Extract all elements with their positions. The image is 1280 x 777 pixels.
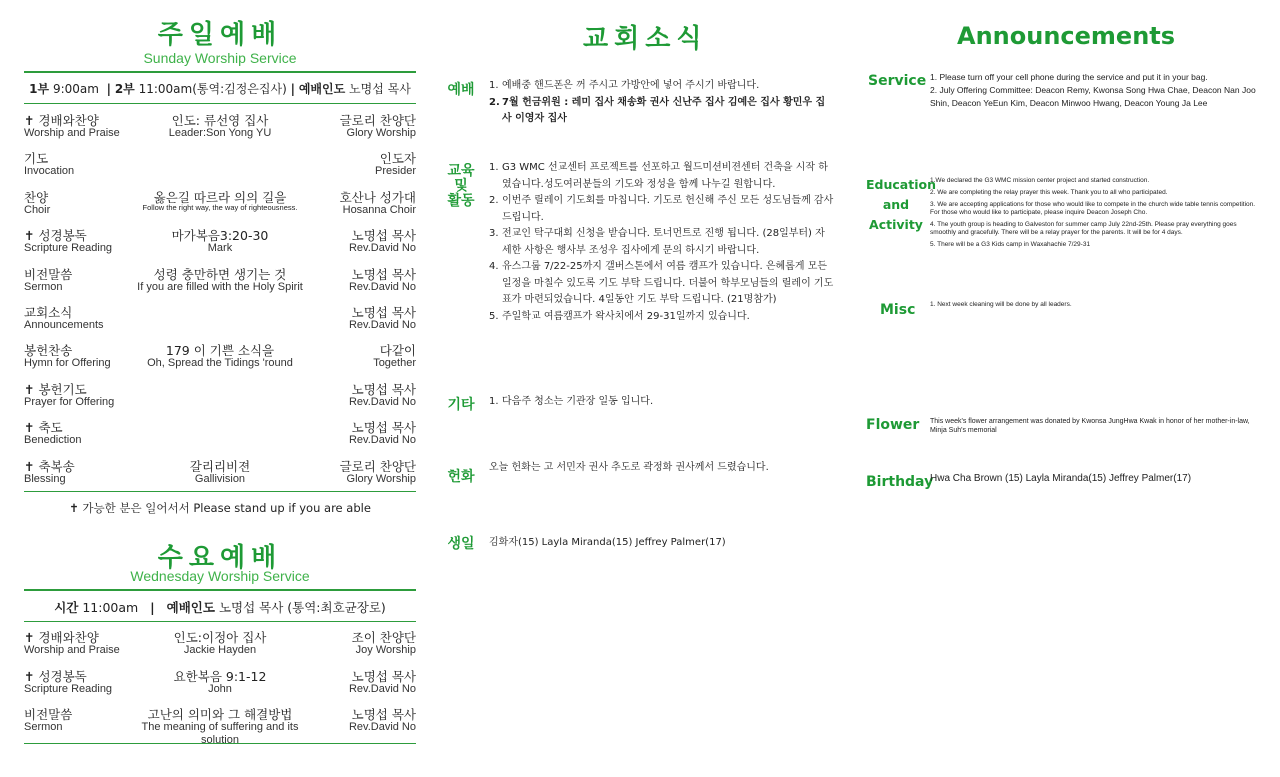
birthday-heading: 생일 xyxy=(447,536,475,552)
order-item-korean: ✝ 축도 xyxy=(24,420,63,436)
list-item: 2. 7월 헌금위원 : 레미 집사 채송화 권사 신난주 집사 김예은 집사 황민우 집사 이영자 집사 xyxy=(489,96,826,124)
list-item: 2. We are completing the relay prayer this week. Thank you to all who participated. xyxy=(930,189,1168,196)
order-presider xyxy=(340,191,416,217)
order-row xyxy=(24,383,416,417)
order-detail xyxy=(124,114,316,140)
order-item-korean: ✝ 성경봉독 xyxy=(24,228,87,244)
order-row xyxy=(24,191,416,225)
leader-label: 예배인도 xyxy=(166,600,215,615)
order-row xyxy=(24,460,416,494)
order-item xyxy=(24,152,74,178)
detail-korean: 옳은길 따르라 의의 길을 xyxy=(153,189,287,205)
presider-english: Rev.David No xyxy=(348,682,416,695)
presider-korean: 조이 찬양단 xyxy=(351,630,416,645)
order-item-korean: ✝ 봉헌기도 xyxy=(24,381,87,397)
order-item-korean: ✝ 경배와찬양 xyxy=(24,113,99,128)
church-news-title: 교회소식 xyxy=(583,24,708,54)
misc-heading: Misc xyxy=(880,302,916,318)
detail-korean: 마가복음3:20-30 xyxy=(171,228,269,244)
order-item xyxy=(24,191,50,217)
order-row xyxy=(24,114,416,148)
presider-korean: 글로리 찬양단 xyxy=(339,113,416,128)
presider-korean: 노명섭 목사 xyxy=(351,707,416,722)
order-item xyxy=(24,670,112,696)
stand-note: ✝ 가능한 분은 일어서서 Please stand up if you are able xyxy=(69,501,371,515)
wednesday-schedule: 시간 11:00am | 예배인도 노명섭 목사 (통역:최호균장로) xyxy=(54,600,386,615)
list-item: 3. We are accepting applications for those who would like to compete in the church wide table tennis competition. For those who would like to participate, please inquire Deacon Joseph Cho. xyxy=(930,201,1256,216)
presider-english: Rev.David No xyxy=(348,434,416,447)
order-item-english: Sermon xyxy=(24,280,63,293)
order-item-korean: 봉헌찬송 xyxy=(24,343,73,359)
list-item: 4. 유스그룹 7/22-25까지 갤버스톤에서 여름 캠프가 있습니다. 은혜롭게 모든 일정을 마칠수 있도록 기도 부탁 드립니다. 더불어 학부모님들의 릴레이 기도표가 마련되었습니다. 4일동안 기도 부탁 드립니다. (21명참가) xyxy=(489,261,834,305)
order-presider xyxy=(373,344,416,370)
list-item: 3. 전교인 탁구대회 신청을 받습니다. 토너먼트로 진행 됩니다. (28일부터) 자세한 사항은 행사부 조성우 집사에게 문의 하시기 바랍니다. xyxy=(489,228,825,256)
order-item-korean: 교회소식 xyxy=(24,305,73,320)
order-row xyxy=(24,152,416,186)
order-detail xyxy=(124,268,316,294)
education-list xyxy=(930,177,1256,253)
worship-list xyxy=(489,78,834,128)
list-item: 4. The youth group is heading to Galveston for summer camp July 22nd-25th. Please pray everything goes smoothly and gracefully. There will be a relay prayer for the parents. It will be for 4 days. xyxy=(930,221,1237,236)
order-item xyxy=(24,114,120,140)
order-item-korean: 비전말씀 xyxy=(24,266,73,282)
presider-korean: 인도자 xyxy=(379,151,416,167)
divider xyxy=(24,71,416,73)
detail-korean: 인도: 류선영 집사 xyxy=(171,113,269,128)
order-item-korean: 기도 xyxy=(24,151,49,167)
presider-korean: 노명섭 목사 xyxy=(351,305,416,320)
order-item xyxy=(24,708,72,734)
second-service-time: 11:00am(통역:김정은집사) xyxy=(138,82,287,96)
service-heading: Service xyxy=(868,73,927,89)
service-item: 2. July Offering Committee: Deacon Remy, Kwonsa Song Hwa Chae, Deacon Nan Joo Shin, Deacon YeEun Kim, Deacon Minwoo Hwang, Deacon Young Ja Lee xyxy=(930,85,1256,108)
order-presider xyxy=(349,268,416,294)
education-heading: Education and Activity xyxy=(866,177,936,232)
wednesday-subtitle: Wednesday Worship Service xyxy=(130,568,310,584)
order-item-english: Hymn for Offering xyxy=(24,357,111,370)
detail-english: John xyxy=(208,682,232,695)
service-item: 1. Please turn off your cell phone during the service and put it in your bag. xyxy=(930,72,1208,82)
detail-english: Oh, Spread the Tidings 'round xyxy=(147,357,293,370)
order-presider xyxy=(340,460,416,486)
wednesday-title: 수요예배 xyxy=(157,543,283,573)
presider-english: Rev.David No xyxy=(348,280,416,293)
education-list xyxy=(489,160,834,325)
order-item xyxy=(24,229,112,255)
sunday-schedule: 1부 9:00am | 2부 11:00am(통역:김정은집사) | 예배인도 노명섭 목사 xyxy=(29,82,411,96)
order-item-english: Scripture Reading xyxy=(24,242,113,255)
list-item: 1.We declared the G3 WMC mission center project and started construction. xyxy=(930,177,1150,184)
order-detail xyxy=(124,708,316,747)
second-service-label: 2부 xyxy=(114,82,135,96)
order-row xyxy=(24,670,416,704)
announcements-title: Announcements xyxy=(957,22,1176,50)
list-item: 1. 다음주 청소는 기관장 일동 입니다. xyxy=(489,396,654,407)
order-item-english: Benediction xyxy=(24,434,82,447)
flower-heading: Flower xyxy=(866,417,920,433)
first-service-time: 9:00am xyxy=(52,82,99,96)
sunday-title: 주일예배 xyxy=(157,20,283,50)
birthday-text: Hwa Cha Brown (15) Layla Miranda(15) Jeffrey Palmer(17) xyxy=(930,473,1192,484)
order-row xyxy=(24,306,416,340)
leader-name: 노명섭 목사 xyxy=(218,600,284,615)
order-detail xyxy=(124,631,316,657)
presider-english: Rev.David No xyxy=(348,395,416,408)
order-item xyxy=(24,306,104,332)
list-item: 1. G3 WMC 선교센터 프로젝트를 선포하고 월드미션비젼센터 건축을 시작 하였습니다.성도여러분들의 기도와 정성을 함께 나누길 원합니다. xyxy=(489,162,828,190)
order-row xyxy=(24,268,416,302)
order-item-korean: 찬양 xyxy=(24,189,49,205)
divider xyxy=(24,743,416,744)
detail-korean: 고난의 의미와 그 해결방법 xyxy=(147,707,293,722)
divider xyxy=(24,103,416,104)
presider-korean: 노명섭 목사 xyxy=(351,668,416,684)
detail-english: Follow the right way, the way of righteousness. xyxy=(142,202,298,212)
presider-english: Rev.David No xyxy=(348,319,416,331)
presider-korean: 노명섭 목사 xyxy=(351,420,416,436)
order-row xyxy=(24,421,416,455)
order-item xyxy=(24,631,120,657)
interpreter: (통역:최호균장로) xyxy=(287,600,386,615)
leader-name: 노명섭 목사 xyxy=(349,82,411,96)
detail-english: Gallivision xyxy=(194,472,246,485)
detail-korean: 갈리리비젼 xyxy=(189,458,251,474)
order-presider xyxy=(349,306,416,332)
order-item xyxy=(24,421,82,447)
order-item-english: Worship and Praise xyxy=(24,127,120,139)
presider-korean: 다같이 xyxy=(379,343,416,359)
order-row xyxy=(24,707,416,746)
detail-english: Mark xyxy=(207,242,233,255)
list-item: 5. 주일학교 여름캠프가 왁사치에서 29-31일까지 있습니다. xyxy=(489,310,750,322)
sunday-subtitle: Sunday Worship Service xyxy=(143,50,297,66)
order-item-korean: 비전말씀 xyxy=(24,707,73,722)
presider-korean: 글로리 찬양단 xyxy=(339,458,416,474)
presider-english: Glory Worship xyxy=(346,472,416,485)
order-item-english: Choir xyxy=(24,203,51,216)
detail-korean: 성령 충만하면 생기는 것 xyxy=(153,266,287,282)
order-item xyxy=(24,268,72,294)
presider-english: Presider xyxy=(375,165,416,178)
list-item: 1. 예배중 핸드폰은 꺼 주시고 가방안에 넣어 주시기 바랍니다. xyxy=(489,80,760,91)
presider-english: Hosanna Choir xyxy=(342,203,416,216)
order-item xyxy=(24,460,75,486)
order-presider xyxy=(352,631,416,657)
order-row xyxy=(24,229,416,263)
order-presider xyxy=(349,708,416,734)
divider xyxy=(24,491,416,492)
order-presider xyxy=(340,114,416,140)
list-item: 2. 이번주 릴레이 기도회를 마칩니다. 기도로 헌신해 주신 모든 성도님들께 감사드립니다. xyxy=(489,195,834,223)
detail-english: If you are filled with the Holy Spirit xyxy=(137,280,303,293)
list-item: 5. There will be a G3 Kids camp in Waxahachie 7/29-31 xyxy=(930,241,1091,248)
time-value: 11:00am xyxy=(82,600,139,615)
divider xyxy=(24,589,416,591)
detail-korean: 요한복음 9:1-12 xyxy=(173,668,267,684)
order-presider xyxy=(349,383,416,409)
etc-heading: 기타 xyxy=(447,397,475,413)
detail-english: The meaning of suffering and its solution xyxy=(141,721,299,746)
divider xyxy=(24,621,416,622)
presider-english: Rev.David No xyxy=(348,721,416,733)
detail-korean: 인도:이정아 집사 xyxy=(173,630,267,645)
first-service-label: 1부 xyxy=(29,82,50,96)
flower-heading: 헌화 xyxy=(447,469,475,485)
presider-korean: 노명섭 목사 xyxy=(351,266,416,282)
order-item-english: Scripture Reading xyxy=(24,682,113,695)
order-presider xyxy=(349,421,416,447)
leader-label: 예배인도 xyxy=(298,82,346,96)
order-item xyxy=(24,383,114,409)
order-item-english: Announcements xyxy=(24,319,104,331)
order-item-korean: ✝ 축복송 xyxy=(24,458,75,474)
order-presider xyxy=(375,152,416,178)
presider-english: Joy Worship xyxy=(355,644,416,656)
flower-text: This week's flower arrangement was donated by Kwonsa JungHwa Kwak in honor of her mother-in-law, Minja Suh's memorial xyxy=(930,418,1250,434)
etc-list xyxy=(489,394,834,411)
presider-english: Together xyxy=(373,357,416,370)
presider-english: Glory Worship xyxy=(346,127,416,139)
order-detail xyxy=(124,670,316,696)
order-item-english: Prayer for Offering xyxy=(24,395,115,408)
presider-korean: 노명섭 목사 xyxy=(351,381,416,397)
presider-english: Rev.David No xyxy=(348,242,416,255)
detail-korean: 179 이 기쁜 소식을 xyxy=(165,343,275,359)
order-row xyxy=(24,631,416,665)
detail-english: Leader:Son Yong YU xyxy=(168,127,272,139)
time-label: 시간 xyxy=(54,600,79,615)
order-item-english: Worship and Praise xyxy=(24,644,120,656)
birthday-text: 김화자(15) Layla Miranda(15) Jeffrey Palmer(17) xyxy=(489,537,726,548)
order-row xyxy=(24,344,416,378)
misc-text: 1. Next week cleaning will be done by all leaders. xyxy=(930,301,1072,308)
presider-korean: 노명섭 목사 xyxy=(351,228,416,244)
order-detail xyxy=(124,229,316,255)
detail-english: Jackie Hayden xyxy=(183,644,257,656)
service-text xyxy=(930,71,1256,110)
order-detail xyxy=(124,460,316,486)
worship-heading: 예배 xyxy=(447,82,475,98)
education-heading: 교육 및 활동 xyxy=(447,163,475,209)
order-item xyxy=(24,344,111,370)
order-presider xyxy=(349,229,416,255)
order-item-korean: ✝ 경배와찬양 xyxy=(24,630,99,645)
birthday-heading: Birthday xyxy=(866,474,934,490)
flower-text: 오늘 헌화는 고 서민자 권사 추도로 곽정화 권사께서 드렸습니다. xyxy=(489,462,769,473)
order-item-english: Invocation xyxy=(24,165,75,178)
order-presider xyxy=(349,670,416,696)
order-detail xyxy=(124,344,316,370)
order-item-english: Sermon xyxy=(24,721,63,733)
presider-korean: 호산나 성가대 xyxy=(339,189,416,205)
order-detail xyxy=(124,191,316,212)
order-item-english: Blessing xyxy=(24,472,66,485)
order-item-korean: ✝ 성경봉독 xyxy=(24,668,87,684)
